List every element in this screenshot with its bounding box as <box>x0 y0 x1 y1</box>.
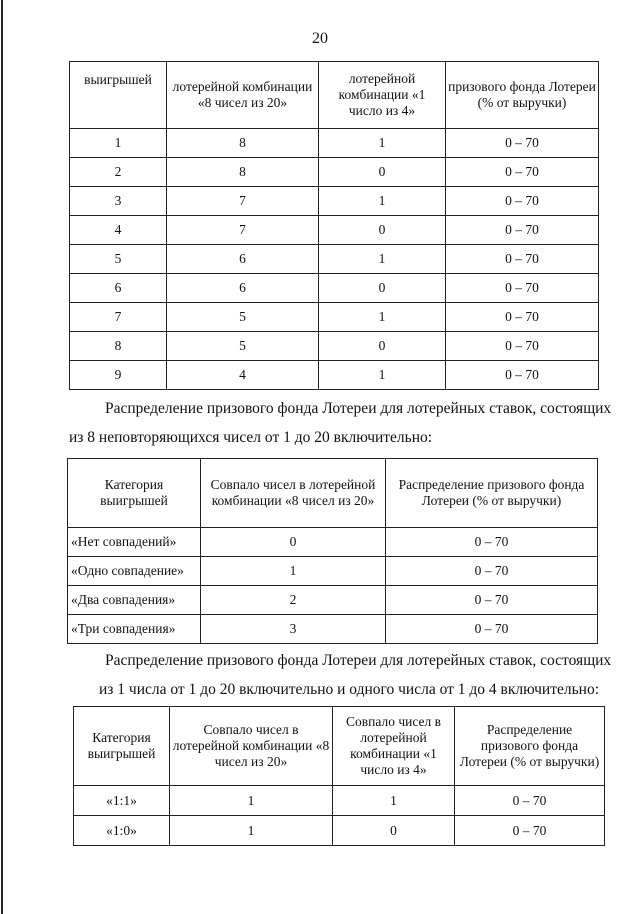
table-cell: 0 – 70 <box>386 615 598 644</box>
table-cell: 2 <box>70 158 167 187</box>
page-number: 20 <box>312 30 328 47</box>
table-row <box>74 816 605 846</box>
table-cell: 7 <box>70 303 167 332</box>
prize-table-1-of-20-and-1-of-4 <box>73 706 605 846</box>
table-header-row <box>68 459 598 528</box>
table-cell: 0 – 70 <box>386 586 598 615</box>
table-header-row <box>74 707 605 786</box>
table-cell: 4 <box>70 216 167 245</box>
table-cell: 0 – 70 <box>455 816 605 846</box>
table-row <box>68 586 598 615</box>
table-cell: 3 <box>201 615 386 644</box>
header-cell: Совпало чисел в лотерейной комбинации «8 чисел из 20» <box>170 707 333 786</box>
table-cell: 1 <box>333 786 455 816</box>
table-cell: 1 <box>319 245 446 274</box>
table-cell: «Нет совпадений» <box>68 528 201 557</box>
table-row <box>70 245 599 274</box>
table-cell: 6 <box>167 274 319 303</box>
table-cell: «1:0» <box>74 816 170 846</box>
header-cell: Совпало чисел в лотерейной комбинации «1 число из 4» <box>333 707 455 786</box>
table-cell: 6 <box>70 274 167 303</box>
table-row <box>70 216 599 245</box>
header-cell: Распределение призового фонда Лотереи (% от выручки) <box>386 459 598 528</box>
table-cell: 1 <box>319 187 446 216</box>
table-cell: 8 <box>167 158 319 187</box>
table-cell: «1:1» <box>74 786 170 816</box>
table-cell: 6 <box>167 245 319 274</box>
table-cell: «Два совпадения» <box>68 586 201 615</box>
table-cell: 1 <box>201 557 386 586</box>
paragraph-8-numbers <box>69 400 612 447</box>
table-row <box>70 158 599 187</box>
table-cell: 4 <box>167 361 319 390</box>
table-row <box>68 557 598 586</box>
table-cell: 0 – 70 <box>446 245 599 274</box>
paragraph-text: Распределение призового фонда Лотереи для лотерейных ставок, состоящих <box>105 400 612 417</box>
table-cell: 1 <box>70 129 167 158</box>
prize-table-combined <box>69 61 599 390</box>
table-cell: 0 <box>319 216 446 245</box>
table-cell: 0 – 70 <box>455 786 605 816</box>
table-cell: 1 <box>319 361 446 390</box>
header-cell: лотерейной комбинации «8 чисел из 20» <box>167 62 319 129</box>
table-cell: 1 <box>170 786 333 816</box>
table-cell: 0 <box>201 528 386 557</box>
paragraph-line <box>69 400 612 418</box>
table-cell: 9 <box>70 361 167 390</box>
table-cell: 0 <box>319 158 446 187</box>
table-cell: 5 <box>167 303 319 332</box>
table-cell: 1 <box>319 129 446 158</box>
table-cell: 0 – 70 <box>446 274 599 303</box>
table-cell: 7 <box>167 216 319 245</box>
table-row <box>70 187 599 216</box>
header-cell: Распределение призового фонда Лотереи (% от выручки) <box>455 707 605 786</box>
header-cell: Категория выигрышей <box>68 459 201 528</box>
header-cell: лотерейной комбинации «1 число из 4» <box>319 62 446 129</box>
table-row <box>70 129 599 158</box>
paragraph-line <box>99 652 612 670</box>
table-cell: 0 – 70 <box>446 216 599 245</box>
table-cell: 0 <box>333 816 455 846</box>
table-cell: 0 – 70 <box>446 303 599 332</box>
paragraph-1-number <box>99 652 612 699</box>
table-cell: 2 <box>201 586 386 615</box>
table-cell: 3 <box>70 187 167 216</box>
table-row <box>70 361 599 390</box>
table-cell: 0 – 70 <box>446 332 599 361</box>
table-cell: 0 – 70 <box>386 528 598 557</box>
table-cell: «Одно совпадение» <box>68 557 201 586</box>
header-cell: Категория выигрышей <box>74 707 170 786</box>
table-cell: 5 <box>70 245 167 274</box>
table-row <box>70 332 599 361</box>
table-row <box>70 274 599 303</box>
header-cell: призового фонда Лотереи (% от выручки) <box>446 62 599 129</box>
prize-table-8-of-20 <box>67 458 598 644</box>
table-cell: 0 – 70 <box>386 557 598 586</box>
table-cell: 0 <box>319 332 446 361</box>
header-cell: выигрышей <box>70 62 167 129</box>
table-row <box>74 786 605 816</box>
table-cell: 0 – 70 <box>446 361 599 390</box>
paragraph-text: Распределение призового фонда Лотереи для лотерейных ставок, состоящих <box>105 652 612 669</box>
paragraph-line: из 1 числа от 1 до 20 включительно и одного числа от 1 до 4 включительно: <box>99 681 600 698</box>
table-header-row <box>70 62 599 129</box>
table-cell: 0 – 70 <box>446 129 599 158</box>
table-cell: «Три совпадения» <box>68 615 201 644</box>
table-cell: 1 <box>170 816 333 846</box>
table-cell: 0 – 70 <box>446 158 599 187</box>
header-cell: Совпало чисел в лотерейной комбинации «8 чисел из 20» <box>201 459 386 528</box>
paragraph-line: из 8 неповторяющихся чисел от 1 до 20 включительно: <box>69 429 433 446</box>
table-cell: 0 – 70 <box>446 187 599 216</box>
table-row <box>70 303 599 332</box>
table-cell: 1 <box>319 303 446 332</box>
table-cell: 0 <box>319 274 446 303</box>
table-row <box>68 615 598 644</box>
table-cell: 5 <box>167 332 319 361</box>
table-cell: 7 <box>167 187 319 216</box>
table-row <box>68 528 598 557</box>
table-cell: 8 <box>167 129 319 158</box>
table-cell: 8 <box>70 332 167 361</box>
page-edge-shadow <box>1 0 3 914</box>
